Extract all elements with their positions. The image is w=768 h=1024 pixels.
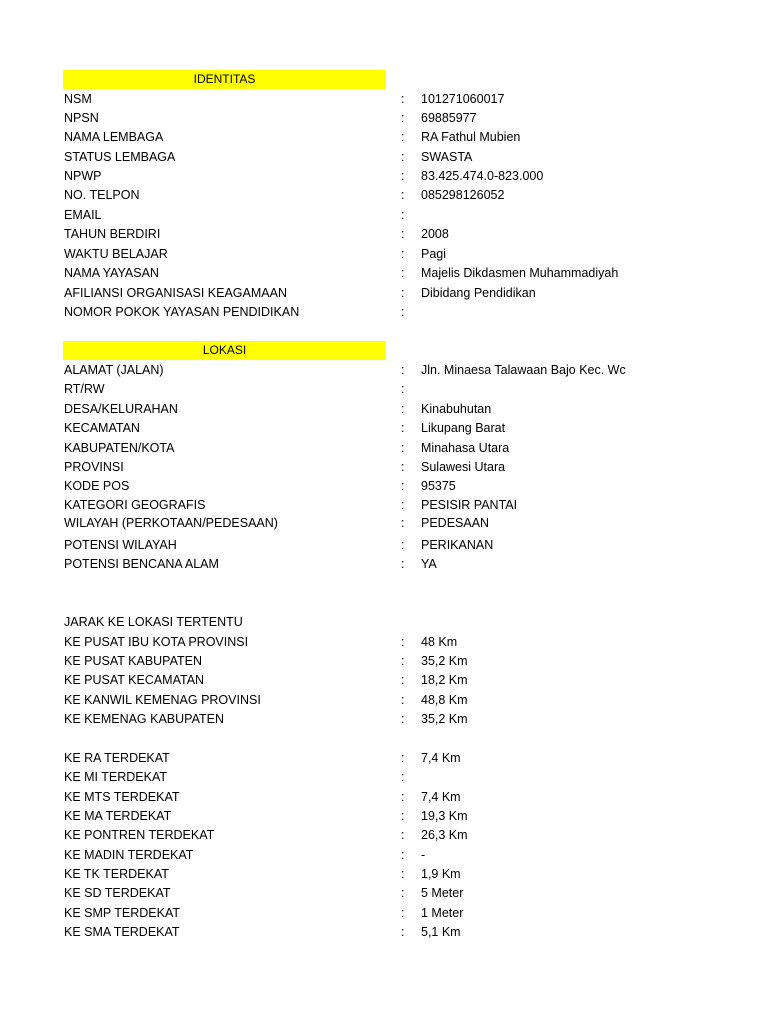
row-colon: : (401, 421, 405, 435)
row-value: Dibidang Pendidikan (421, 286, 536, 300)
row-colon: : (401, 886, 405, 900)
row-value: 7,4 Km (421, 751, 461, 765)
row-colon: : (401, 188, 405, 202)
row-label: STATUS LEMBAGA (64, 150, 176, 164)
row-colon: : (401, 906, 405, 920)
row-colon: : (401, 479, 405, 493)
row-label: KODE POS (64, 479, 130, 493)
row-colon: : (401, 247, 405, 261)
row-label: KABUPATEN/KOTA (64, 441, 175, 455)
row-value: 95375 (421, 479, 456, 493)
row-colon: : (401, 402, 405, 416)
row-colon: : (401, 286, 405, 300)
row-label: AFILIANSI ORGANISASI KEAGAMAAN (64, 286, 287, 300)
row-value: 1,9 Km (421, 867, 461, 881)
row-label: POTENSI WILAYAH (64, 538, 177, 552)
row-label: EMAIL (64, 208, 102, 222)
row-colon: : (401, 867, 405, 881)
row-colon: : (401, 363, 405, 377)
row-colon: : (401, 266, 405, 280)
row-value: 48 Km (421, 635, 458, 649)
row-value: 26,3 Km (421, 828, 468, 842)
row-colon: : (401, 693, 405, 707)
row-label: NSM (64, 92, 92, 106)
row-value: Pagi (421, 247, 447, 261)
row-colon: : (401, 712, 405, 726)
row-label: DESA/KELURAHAN (64, 402, 178, 416)
row-label: KE MA TERDEKAT (64, 809, 172, 823)
row-value: 83.425.474.0-823.000 (421, 169, 544, 183)
row-value: Jln. Minaesa Talawaan Bajo Kec. Wc (421, 363, 626, 377)
row-label: WILAYAH (PERKOTAAN/PEDESAAN) (64, 516, 278, 530)
row-label: KE MTS TERDEKAT (64, 790, 180, 804)
row-value: SWASTA (421, 150, 473, 164)
row-label: KE PUSAT KECAMATAN (64, 673, 205, 687)
row-value: 69885977 (421, 111, 477, 125)
row-colon: : (401, 305, 405, 319)
section-header-lokasi: LOKASI (63, 341, 386, 360)
row-label: KECAMATAN (64, 421, 140, 435)
row-colon: : (401, 557, 405, 571)
row-colon: : (401, 441, 405, 455)
row-value: Sulawesi Utara (421, 460, 506, 474)
row-colon: : (401, 92, 405, 106)
row-label: KE SD TERDEKAT (64, 886, 171, 900)
row-colon: : (401, 673, 405, 687)
row-label: NPWP (64, 169, 102, 183)
row-label: KE MADIN TERDEKAT (64, 848, 194, 862)
row-value: Likupang Barat (421, 421, 506, 435)
jarak-title: JARAK KE LOKASI TERTENTU (64, 615, 243, 629)
row-colon: : (401, 208, 405, 222)
row-value: 5,1 Km (421, 925, 461, 939)
row-colon: : (401, 130, 405, 144)
row-label: ALAMAT (JALAN) (64, 363, 164, 377)
row-value: 48,8 Km (421, 693, 468, 707)
row-value: 19,3 Km (421, 809, 468, 823)
row-value: 085298126052 (421, 188, 505, 202)
row-value: 5 Meter (421, 886, 464, 900)
row-colon: : (401, 111, 405, 125)
row-value: 35,2 Km (421, 712, 468, 726)
row-label: KE PUSAT KABUPATEN (64, 654, 203, 668)
row-label: POTENSI BENCANA ALAM (64, 557, 219, 571)
row-colon: : (401, 460, 405, 474)
row-colon: : (401, 925, 405, 939)
row-colon: : (401, 770, 405, 784)
row-label: KE MI TERDEKAT (64, 770, 168, 784)
row-label: KE SMA TERDEKAT (64, 925, 180, 939)
row-value: PEDESAAN (421, 516, 490, 530)
row-label: KE TK TERDEKAT (64, 867, 169, 881)
row-value: Majelis Dikdasmen Muhammadiyah (421, 266, 619, 280)
row-value: 7,4 Km (421, 790, 461, 804)
row-label: KE SMP TERDEKAT (64, 906, 181, 920)
row-label: KE RA TERDEKAT (64, 751, 170, 765)
row-label: KE PONTREN TERDEKAT (64, 828, 215, 842)
row-colon: : (401, 516, 405, 530)
row-label: NAMA LEMBAGA (64, 130, 164, 144)
row-colon: : (401, 635, 405, 649)
row-label: KE KANWIL KEMENAG PROVINSI (64, 693, 261, 707)
row-colon: : (401, 227, 405, 241)
row-value: 18,2 Km (421, 673, 468, 687)
row-colon: : (401, 751, 405, 765)
row-label: WAKTU BELAJAR (64, 247, 168, 261)
row-label: NAMA YAYASAN (64, 266, 159, 280)
row-colon: : (401, 790, 405, 804)
row-label: KE KEMENAG KABUPATEN (64, 712, 224, 726)
row-label: PROVINSI (64, 460, 124, 474)
row-value: - (421, 848, 426, 862)
row-label: KATEGORI GEOGRAFIS (64, 498, 206, 512)
row-colon: : (401, 848, 405, 862)
section-header-identitas: IDENTITAS (63, 70, 386, 89)
row-value: PERIKANAN (421, 538, 494, 552)
row-label: RT/RW (64, 382, 105, 396)
row-value: Minahasa Utara (421, 441, 510, 455)
row-value: 1 Meter (421, 906, 464, 920)
row-value: PESISIR PANTAI (421, 498, 518, 512)
row-label: KE PUSAT IBU KOTA PROVINSI (64, 635, 249, 649)
row-value: 2008 (421, 227, 449, 241)
row-value: RA Fathul Mubien (421, 130, 521, 144)
row-colon: : (401, 169, 405, 183)
row-colon: : (401, 809, 405, 823)
row-value: 35,2 Km (421, 654, 468, 668)
row-colon: : (401, 382, 405, 396)
row-colon: : (401, 828, 405, 842)
row-label: NPSN (64, 111, 99, 125)
row-label: NO. TELPON (64, 188, 140, 202)
row-colon: : (401, 150, 405, 164)
row-colon: : (401, 654, 405, 668)
row-colon: : (401, 538, 405, 552)
row-label: NOMOR POKOK YAYASAN PENDIDIKAN (64, 305, 300, 319)
row-label: TAHUN BERDIRI (64, 227, 161, 241)
row-value: 101271060017 (421, 92, 505, 106)
row-value: Kinabuhutan (421, 402, 492, 416)
row-value: YA (421, 557, 437, 571)
row-colon: : (401, 498, 405, 512)
